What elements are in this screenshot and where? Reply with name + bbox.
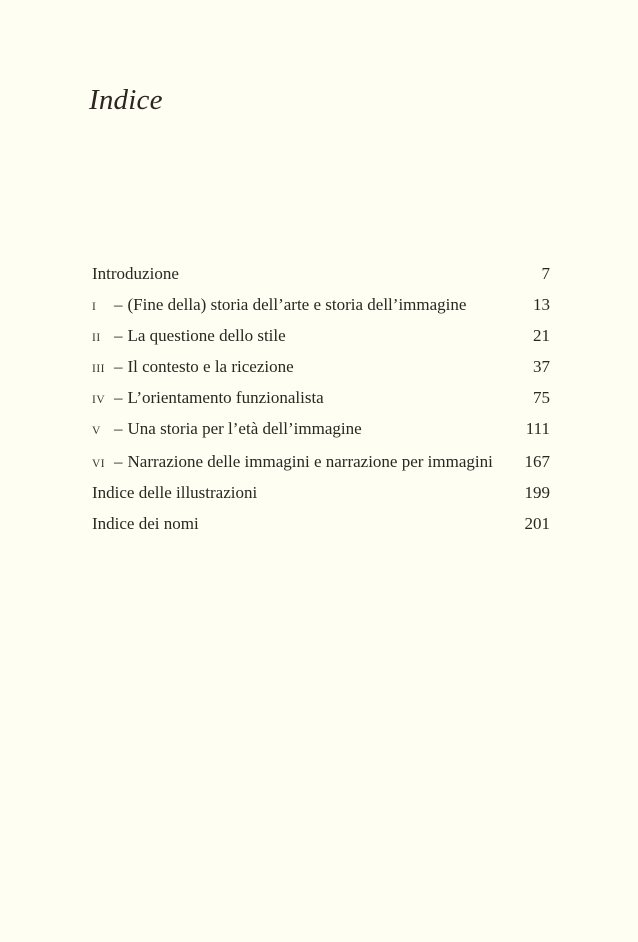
toc-entry-label: Indice dei nomi: [92, 514, 199, 533]
table-of-contents: [92, 258, 550, 539]
entry-dash: –: [114, 295, 123, 314]
toc-entry-introduzione[interactable]: [92, 258, 550, 289]
toc-entry-label: L’orientamento funzionalista: [127, 388, 324, 407]
chapter-numeral: VI: [92, 458, 106, 470]
chapter-numeral: II: [92, 332, 101, 344]
entry-dash: –: [114, 326, 123, 345]
toc-entry-chapter-5[interactable]: [92, 413, 550, 444]
toc-entry-label: Indice delle illustrazioni: [92, 483, 258, 502]
toc-entry-label: Introduzione: [92, 264, 179, 283]
toc-page-number: 199: [524, 483, 550, 502]
toc-page-number: 37: [533, 357, 550, 376]
toc-entry-label: La questione dello stile: [127, 326, 286, 345]
chapter-numeral: IV: [92, 394, 106, 406]
toc-entry-label: (Fine della) storia dell’arte e storia dell’immagine: [127, 295, 467, 314]
entry-dash: –: [114, 388, 123, 407]
toc-entry-label: Narrazione delle immagini e narrazione per immagini: [127, 452, 493, 471]
toc-entry-indice-illustrazioni[interactable]: [92, 477, 550, 508]
entry-dash: –: [114, 357, 123, 376]
toc-entry-chapter-2[interactable]: [92, 320, 550, 351]
page-title: Indice: [89, 84, 163, 116]
toc-entry-chapter-1[interactable]: [92, 289, 550, 320]
chapter-numeral: V: [92, 425, 101, 437]
entry-dash: –: [114, 452, 123, 471]
toc-entry-label: Il contesto e la ricezione: [127, 357, 294, 376]
toc-entry-indice-nomi[interactable]: [92, 508, 550, 539]
toc-page-number: 21: [533, 326, 550, 345]
toc-page-number: 75: [533, 388, 550, 407]
toc-entry-chapter-4[interactable]: [92, 382, 550, 413]
toc-entry-label: Una storia per l’età dell’immagine: [127, 419, 362, 438]
toc-page-number: 167: [524, 452, 550, 471]
toc-page-number: 111: [525, 419, 550, 438]
toc-entry-chapter-6[interactable]: [92, 446, 550, 477]
toc-entry-chapter-3[interactable]: [92, 351, 550, 382]
chapter-numeral: III: [92, 363, 105, 375]
toc-page-number: 13: [533, 295, 550, 314]
entry-dash: –: [114, 419, 123, 438]
chapter-numeral: I: [92, 301, 97, 313]
toc-page-number: 7: [541, 264, 550, 283]
toc-page-number: 201: [524, 514, 550, 533]
